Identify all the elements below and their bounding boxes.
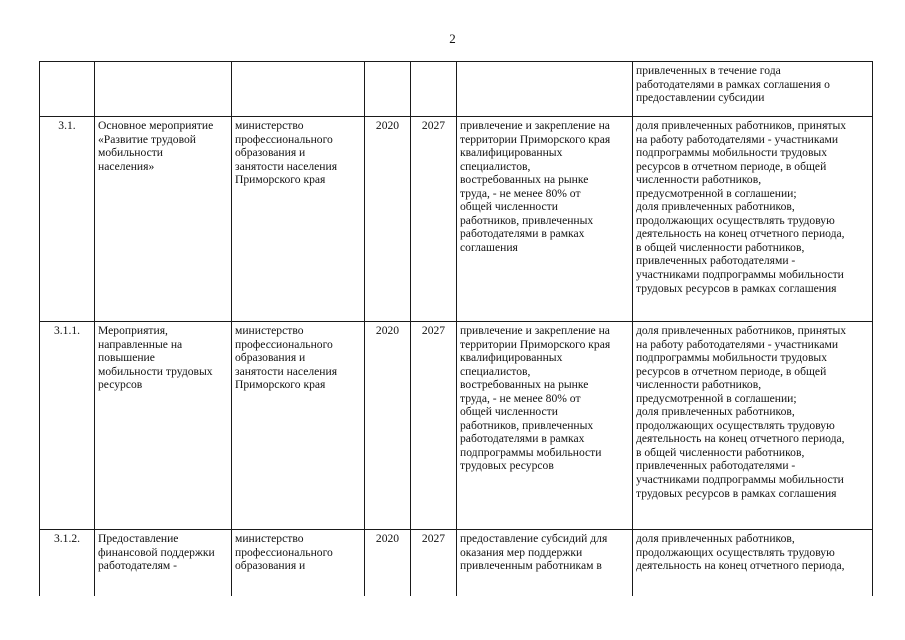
- expected-result-cell-line: общей численности: [460, 200, 558, 214]
- expected-result-cell-line: востребованных на рынке: [460, 378, 589, 392]
- executor-cell: [232, 322, 365, 530]
- indicators-cell-line: участниками подпрограммы мобильности: [636, 473, 844, 487]
- measure-name-cell-line: финансовой поддержки: [98, 545, 215, 559]
- expected-result-cell-line: привлеченным работникам в: [460, 559, 602, 573]
- indicators-cell-line: ресурсов в отчетном периоде, в общей: [636, 364, 827, 378]
- table-body: [40, 62, 873, 597]
- indicators-cell-line: продолжающих осуществлять трудовую: [636, 545, 835, 559]
- page-number: 2: [449, 31, 456, 46]
- indicators-cell-line: привлеченных в течение года: [636, 64, 781, 77]
- executor-cell-line: министерство: [235, 119, 304, 132]
- measure-number-cell: [40, 62, 95, 117]
- indicators-cell-line: в общей численности работников,: [636, 445, 805, 459]
- expected-result-cell-line: общей численности: [460, 405, 558, 419]
- indicators-cell-line: предоставлении субсидии: [636, 91, 765, 105]
- measure-name-cell-line: повышение: [98, 351, 155, 365]
- expected-result-cell-line: квалифицированных: [460, 351, 563, 365]
- year-start-cell: 2020: [365, 322, 411, 530]
- indicators-cell: [633, 62, 873, 117]
- executor-cell-line: Приморского края: [235, 173, 326, 187]
- executor-cell-line: Приморского края: [235, 378, 326, 392]
- measure-name-cell-line: работодателям -: [98, 559, 178, 573]
- expected-result-cell-line: трудовых ресурсов: [460, 459, 554, 473]
- expected-result-cell-line: работников, привлеченных: [460, 418, 594, 432]
- expected-result-cell-line: привлечение и закрепление на: [460, 119, 610, 132]
- table-row: [40, 530, 873, 597]
- indicators-cell-line: деятельность на конец отчетного периода,: [636, 227, 845, 241]
- executor-cell: [232, 117, 365, 322]
- indicators-cell-line: доля привлеченных работников,: [636, 405, 795, 419]
- executor-cell-line: образования и: [235, 351, 306, 365]
- measure-name-cell-line: Мероприятия,: [98, 324, 168, 337]
- measure-name-cell-line: Основное мероприятие: [98, 119, 214, 132]
- indicators-cell-line: ресурсов в отчетном периоде, в общей: [636, 159, 827, 173]
- measure-name-cell-line: Предоставление: [98, 532, 179, 545]
- expected-result-cell-line: труда, - не менее 80% от: [460, 391, 581, 405]
- indicators-cell-line: подпрограммы мобильности трудовых: [636, 146, 828, 160]
- measure-name-cell: [95, 530, 232, 597]
- executor-cell-line: занятости населения: [235, 159, 338, 173]
- indicators-cell-line: предусмотренной в соглашении;: [636, 391, 797, 405]
- expected-result-cell: [457, 322, 633, 530]
- indicators-cell-line: численности работников,: [636, 378, 762, 392]
- indicators-cell-line: доля привлеченных работников, принятых: [636, 119, 847, 132]
- expected-result-cell-line: оказания мер поддержки: [460, 545, 583, 559]
- year-end-cell: 2027: [411, 530, 457, 597]
- executor-cell-line: образования и: [235, 146, 306, 160]
- indicators-cell-line: трудовых ресурсов в рамках соглашения: [636, 486, 837, 500]
- indicators-cell-line: доля привлеченных работников,: [636, 200, 795, 214]
- executor-cell-line: министерство: [235, 324, 304, 337]
- indicators-cell-line: численности работников,: [636, 173, 762, 187]
- expected-result-cell-line: работников, привлеченных: [460, 213, 594, 227]
- measure-number-cell: 3.1.2.: [40, 530, 95, 597]
- expected-result-cell-line: территории Приморского края: [460, 337, 611, 351]
- expected-result-cell: [457, 117, 633, 322]
- expected-result-cell: [457, 62, 633, 117]
- executor-cell-line: министерство: [235, 532, 304, 545]
- indicators-cell-line: работодателями в рамках соглашения о: [636, 77, 830, 91]
- measure-name-cell-line: ресурсов: [98, 378, 143, 392]
- expected-result-cell-line: работодателями в рамках: [460, 432, 585, 446]
- indicators-cell-line: доля привлеченных работников,: [636, 532, 795, 545]
- expected-result-cell-line: подпрограммы мобильности: [460, 445, 602, 459]
- indicators-cell: [633, 117, 873, 322]
- expected-result-cell-line: востребованных на рынке: [460, 173, 589, 187]
- executor-cell-line: профессионального: [235, 337, 333, 351]
- expected-result-cell-line: предоставление субсидий для: [460, 532, 608, 545]
- indicators-cell-line: продолжающих осуществлять трудовую: [636, 418, 835, 432]
- executor-cell: [232, 62, 365, 117]
- measure-name-cell-line: населения»: [98, 159, 155, 173]
- year-start-cell: 2020: [365, 117, 411, 322]
- expected-result-cell-line: соглашения: [460, 240, 518, 254]
- indicators-cell: [633, 530, 873, 597]
- executor-cell-line: профессионального: [235, 545, 333, 559]
- measure-name-cell: [95, 322, 232, 530]
- table-row: [40, 62, 873, 117]
- indicators-cell-line: привлеченных работодателями -: [636, 459, 796, 473]
- measure-name-cell-line: мобильности: [98, 146, 164, 160]
- indicators-cell-line: на работу работодателями - участниками: [636, 337, 839, 351]
- table-row: [40, 322, 873, 530]
- executor-cell: [232, 530, 365, 597]
- executor-cell-line: образования и: [235, 559, 306, 573]
- expected-result-cell-line: работодателями в рамках: [460, 227, 585, 241]
- expected-result-cell-line: специалистов,: [460, 364, 531, 378]
- indicators-cell-line: привлеченных работодателями -: [636, 254, 796, 268]
- measure-name-cell: [95, 62, 232, 117]
- indicators-cell-line: в общей численности работников,: [636, 240, 805, 254]
- program-measures-table: [39, 61, 873, 596]
- indicators-cell-line: подпрограммы мобильности трудовых: [636, 351, 828, 365]
- indicators-cell: [633, 322, 873, 530]
- indicators-cell-line: доля привлеченных работников, принятых: [636, 324, 847, 337]
- measure-number-cell: 3.1.1.: [40, 322, 95, 530]
- executor-cell-line: профессионального: [235, 132, 333, 146]
- indicators-cell-line: деятельность на конец отчетного периода,: [636, 432, 845, 446]
- expected-result-cell-line: территории Приморского края: [460, 132, 611, 146]
- measure-number-cell: 3.1.: [40, 117, 95, 322]
- expected-result-cell-line: труда, - не менее 80% от: [460, 186, 581, 200]
- year-start-cell: [365, 62, 411, 117]
- measure-name-cell: [95, 117, 232, 322]
- year-start-cell: 2020: [365, 530, 411, 597]
- indicators-cell-line: деятельность на конец отчетного периода,: [636, 559, 845, 573]
- indicators-cell-line: трудовых ресурсов в рамках соглашения: [636, 281, 837, 295]
- indicators-cell-line: предусмотренной в соглашении;: [636, 186, 797, 200]
- table-row: [40, 117, 873, 322]
- expected-result-cell: [457, 530, 633, 597]
- indicators-cell-line: продолжающих осуществлять трудовую: [636, 213, 835, 227]
- expected-result-cell-line: квалифицированных: [460, 146, 563, 160]
- year-end-cell: 2027: [411, 117, 457, 322]
- measure-name-cell-line: «Развитие трудовой: [98, 132, 196, 146]
- measure-name-cell-line: мобильности трудовых: [98, 364, 213, 378]
- executor-cell-line: занятости населения: [235, 364, 338, 378]
- year-end-cell: [411, 62, 457, 117]
- year-end-cell: 2027: [411, 322, 457, 530]
- indicators-cell-line: участниками подпрограммы мобильности: [636, 268, 844, 282]
- measure-name-cell-line: направленные на: [98, 337, 183, 351]
- expected-result-cell-line: специалистов,: [460, 159, 531, 173]
- indicators-cell-line: на работу работодателями - участниками: [636, 132, 839, 146]
- expected-result-cell-line: привлечение и закрепление на: [460, 324, 610, 337]
